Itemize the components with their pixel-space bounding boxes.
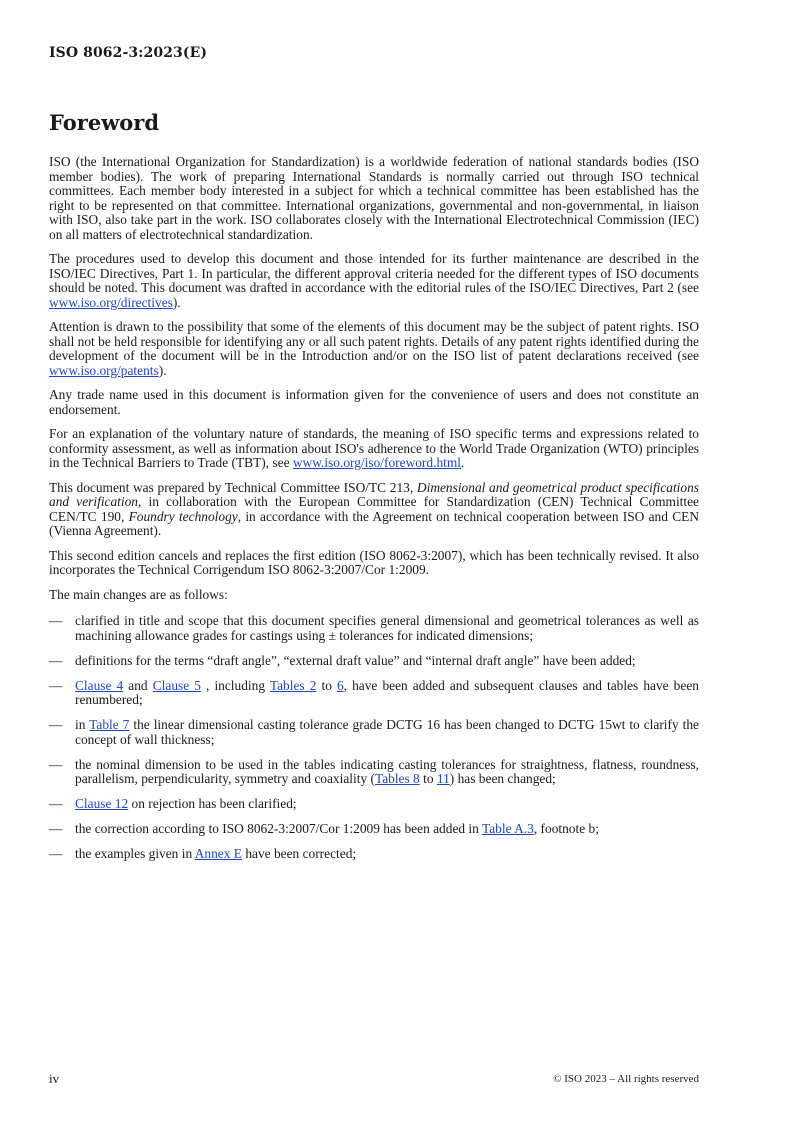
text: and <box>123 677 153 693</box>
text: to <box>316 677 337 693</box>
table-6-link[interactable]: 6 <box>336 677 344 693</box>
page-title: Foreword <box>49 110 160 135</box>
foreword-link[interactable]: www.iso.org/iso/foreword.html <box>292 455 461 470</box>
paragraph-iso-intro: ISO (the International Organization for Standardization) is a worldwide federation of national standards bodies (ISO member bodies). The work of preparing International Standards is normally carried out through ISO technical committees. Each member body interested in a subject for which a technical committee has been established has the right to be represented on that committee. International organizations, governmental and non-governmental, in liaison with ISO, also take part in the work. ISO collaborates closely with the International Electrotechnical Commission (IEC) on all matters of electrotechnical standardization. <box>49 154 699 242</box>
tables-8-link[interactable]: Tables 8 <box>374 771 420 786</box>
clause-12-link[interactable]: Clause 12 <box>75 796 129 811</box>
text: , in accordance with the Agreement on technical cooperation between ISO and CEN (Vienna Agreement). <box>49 508 699 538</box>
clause-5-link[interactable]: Clause 5 <box>152 677 201 693</box>
dash: — <box>49 821 63 836</box>
changes-list <box>49 614 699 862</box>
list-item <box>49 614 699 643</box>
text: . <box>461 455 465 470</box>
list-item <box>49 822 699 837</box>
foreword-body <box>49 155 699 872</box>
table-11-link[interactable]: 11 <box>436 771 450 786</box>
list-item <box>49 654 699 669</box>
clause-4-link[interactable]: Clause 4 <box>75 677 124 693</box>
dash: — <box>49 652 63 668</box>
text: For an explanation of the voluntary nature of standards, the meaning of ISO specific terms and expressions related to conformity assessment, as well as information about ISO's adherence to the World Trade Organization (WTO) principles in the Technical Barriers to Trade (TBT), see <box>49 426 699 470</box>
tables-2-link[interactable]: Tables 2 <box>269 677 317 693</box>
dash: — <box>49 613 63 628</box>
text: This document was prepared by Technical Committee ISO/TC 213, <box>49 479 417 495</box>
text: in <box>75 717 90 732</box>
annex-e-link[interactable]: Annex E <box>194 846 242 861</box>
text: the nominal dimension to be used in the tables indicating casting tolerances for straightness, flatness, roundness, parallelism, perpendicularity, symmetry and coaxiality ( <box>75 756 699 786</box>
text: the correction according to ISO 8062-3:2007/Cor 1:2009 has been added in <box>75 821 482 836</box>
paragraph-main-changes: The main changes are as follows: <box>49 586 228 602</box>
text: to <box>419 771 437 786</box>
text: The procedures used to develop this document and those intended for its further maintenance are described in the ISO/IEC Directives, Part 1. In particular, the different approval criteria needed for the different types of ISO documents should be noted. This document was drafted in accordance with the editorial rules of the ISO/IEC Directives, Part 2 (see <box>49 251 699 295</box>
list-item <box>49 718 699 747</box>
dash: — <box>49 717 63 732</box>
text: , in collaboration with the European Committee for Standardization (CEN) Technical Committee CEN/TC 190, <box>49 494 699 524</box>
dash: — <box>49 756 63 772</box>
text: definitions for the terms “draft angle”, “external draft value” and “internal draft angle” have been added; <box>75 652 636 668</box>
paragraph-edition: This second edition cancels and replaces the first edition (ISO 8062-3:2007), which has been technically revised. It also incorporates the Technical Corrigendum ISO 8062-3:2007/Cor 1:2009. <box>49 547 699 577</box>
table-a3-link[interactable]: Table A.3 <box>481 821 534 836</box>
patents-link[interactable]: www.iso.org/patents <box>49 362 159 378</box>
text: on rejection has been clarified; <box>128 796 297 811</box>
text: ) has been changed; <box>449 771 556 786</box>
directives-link[interactable]: www.iso.org/directives <box>49 294 173 310</box>
list-item <box>49 847 699 862</box>
text: clarified in title and scope that this document specifies general dimensional and geometrical tolerances as well as machining allowance grades for castings using ± tolerances for indicated dimensions; <box>75 613 699 643</box>
cen-committee-title: Foundry technology <box>128 508 238 524</box>
text: ). <box>158 362 167 378</box>
text: , footnote b; <box>533 821 599 836</box>
text: , including <box>200 677 270 693</box>
list-item <box>49 797 699 812</box>
dash: — <box>49 846 63 861</box>
document-id: ISO 8062-3:2023(E) <box>49 45 208 61</box>
list-item <box>49 758 699 787</box>
committee-title: Dimensional and geometrical product specifications and verification <box>49 479 699 509</box>
page-number: iv <box>49 1071 60 1086</box>
text: have been corrected; <box>241 846 357 861</box>
copyright-notice: © ISO 2023 – All rights reserved <box>553 1073 699 1085</box>
paragraph-trade-name: Any trade name used in this document is information given for the convenience of users and does not constitute an endorsement. <box>49 387 699 417</box>
dash: — <box>49 796 63 811</box>
list-item <box>49 679 699 708</box>
paragraph-patents <box>49 320 699 378</box>
dash: — <box>49 677 63 693</box>
text: the examples given in <box>75 846 195 861</box>
table-7-link[interactable]: Table 7 <box>89 717 130 732</box>
paragraph-procedures <box>49 252 699 310</box>
text: ). <box>172 294 181 310</box>
paragraph-voluntary-nature <box>49 427 699 471</box>
text: the linear dimensional casting tolerance grade DCTG 16 has been changed to DCTG 15wt to clarify the concept of wall thickness; <box>75 717 699 747</box>
text: , have been added and subsequent clauses and tables have been renumbered; <box>75 677 699 707</box>
paragraph-prepared-by <box>49 481 699 539</box>
text: Attention is drawn to the possibility that some of the elements of this document may be the subject of patent rights. ISO shall not be held responsible for identifying any or all such patent rights. Details of any patent rights identified during the development of the document will be in the Introduction and/or on the ISO list of patent declarations received (see <box>49 319 699 363</box>
